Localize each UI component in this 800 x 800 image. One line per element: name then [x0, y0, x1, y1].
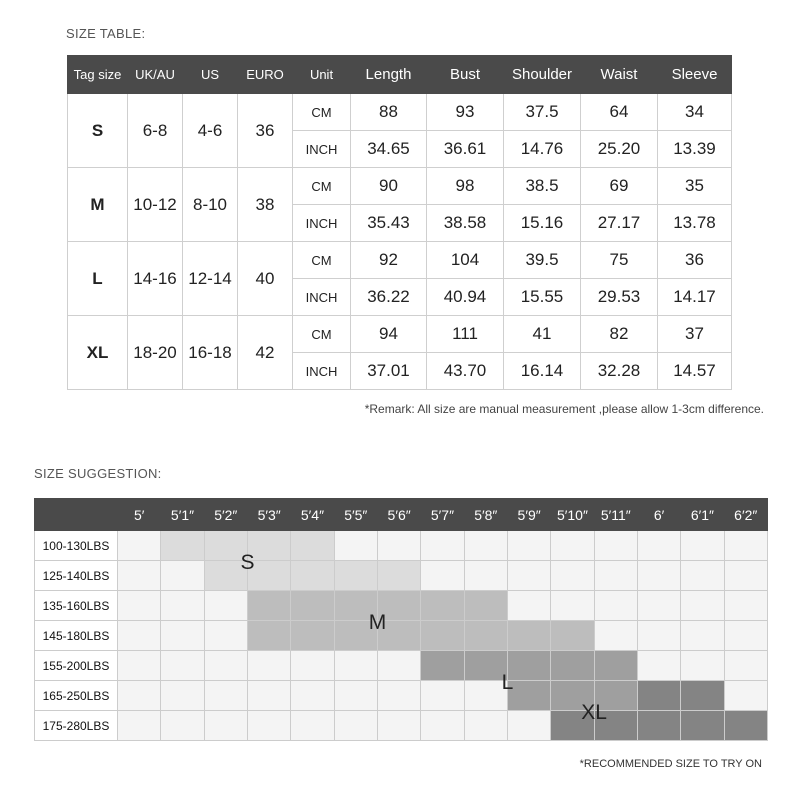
grid-cell: [204, 651, 247, 681]
header-unit: Unit: [293, 56, 351, 94]
grid-cell: [594, 531, 637, 561]
grid-cell: [118, 591, 161, 621]
size-euro-cell: 42: [238, 316, 293, 390]
size-zone-m-cell: [291, 621, 334, 651]
size-us-cell: 16-18: [183, 316, 238, 390]
grid-cell: [291, 681, 334, 711]
size-zone-s-cell: [334, 561, 377, 591]
grid-cell: [161, 621, 204, 651]
grid-cell: [681, 651, 724, 681]
size-row-l-cm: [68, 242, 732, 279]
grid-cell: [724, 621, 767, 651]
grid-cell: [594, 591, 637, 621]
size-zone-xl-cell: [637, 681, 680, 711]
grid-cell: [334, 651, 377, 681]
weight-label: 100-130LBS: [35, 531, 118, 561]
grid-cell: [161, 681, 204, 711]
size-zone-xl-cell: [724, 711, 767, 741]
length-value-cell: 88: [351, 94, 427, 131]
size-table-remark: *Remark: All size are manual measurement ,please allow 1-3cm difference.: [364, 402, 764, 416]
shoulder-value-cell: 14.76: [504, 131, 581, 168]
weight-label: 125-140LBS: [35, 561, 118, 591]
sleeve-value-cell: 13.78: [658, 205, 732, 242]
sleeve-value-cell: 37: [658, 316, 732, 353]
length-value-cell: 35.43: [351, 205, 427, 242]
sleeve-value-cell: 35: [658, 168, 732, 205]
bust-value-cell: 40.94: [427, 279, 504, 316]
unit-cell: CM: [293, 316, 351, 353]
size-table: [67, 55, 732, 390]
size-zone-m-cell: [464, 621, 507, 651]
waist-value-cell: 82: [581, 316, 658, 353]
size-zone-xl-cell: [681, 711, 724, 741]
grid-cell: [291, 651, 334, 681]
size-uk-cell: 14-16: [128, 242, 183, 316]
height-header: 6′2″: [724, 499, 767, 531]
unit-cell: INCH: [293, 279, 351, 316]
size-tag-cell: M: [68, 168, 128, 242]
grid-cell: [594, 561, 637, 591]
weight-row: [35, 591, 768, 621]
size-zone-s-cell: [291, 531, 334, 561]
grid-cell: [507, 711, 550, 741]
weight-label: 165-250LBS: [35, 681, 118, 711]
grid-cell: [204, 711, 247, 741]
grid-cell: [204, 591, 247, 621]
length-value-cell: 34.65: [351, 131, 427, 168]
grid-cell: [681, 531, 724, 561]
grid-cell: [334, 531, 377, 561]
grid-cell: [594, 621, 637, 651]
size-zone-m-cell: [421, 591, 464, 621]
unit-cell: INCH: [293, 131, 351, 168]
size-tag-cell: L: [68, 242, 128, 316]
size-suggestion-title: SIZE SUGGESTION:: [34, 466, 162, 481]
waist-value-cell: 75: [581, 242, 658, 279]
grid-cell: [724, 591, 767, 621]
bust-value-cell: 104: [427, 242, 504, 279]
unit-cell: INCH: [293, 205, 351, 242]
grid-cell: [247, 711, 290, 741]
recommended-note: *RECOMMENDED SIZE TO TRY ON: [579, 758, 762, 770]
grid-cell: [161, 561, 204, 591]
grid-cell: [204, 621, 247, 651]
length-value-cell: 92: [351, 242, 427, 279]
size-zone-m-cell: [247, 621, 290, 651]
height-header: 5′2″: [204, 499, 247, 531]
grid-cell: [161, 651, 204, 681]
sleeve-value-cell: 36: [658, 242, 732, 279]
size-zone-label-m: M: [368, 610, 387, 634]
size-zone-l-cell: [551, 651, 594, 681]
waist-value-cell: 32.28: [581, 353, 658, 390]
size-zone-m-cell: [507, 621, 550, 651]
grid-cell: [421, 711, 464, 741]
weight-label: 145-180LBS: [35, 621, 118, 651]
size-zone-l-cell: [421, 651, 464, 681]
height-header: 5′7″: [421, 499, 464, 531]
bust-value-cell: 38.58: [427, 205, 504, 242]
unit-cell: CM: [293, 242, 351, 279]
grid-cell: [464, 561, 507, 591]
height-header: 5′5″: [334, 499, 377, 531]
height-header: 5′10″: [551, 499, 594, 531]
sleeve-value-cell: 14.17: [658, 279, 732, 316]
grid-cell: [421, 561, 464, 591]
size-zone-l-cell: [507, 651, 550, 681]
size-uk-cell: 18-20: [128, 316, 183, 390]
grid-cell: [724, 651, 767, 681]
height-header: 5′11″: [594, 499, 637, 531]
grid-cell: [551, 531, 594, 561]
shoulder-value-cell: 37.5: [504, 94, 581, 131]
grid-cell: [118, 711, 161, 741]
header-shoulder: Shoulder: [504, 56, 581, 94]
size-table-header-row: [68, 56, 732, 94]
size-euro-cell: 36: [238, 94, 293, 168]
height-header: 5′6″: [377, 499, 420, 531]
height-header: 6′: [637, 499, 680, 531]
grid-cell: [161, 591, 204, 621]
unit-cell: INCH: [293, 353, 351, 390]
grid-cell: [681, 591, 724, 621]
grid-cell: [637, 591, 680, 621]
corner-cell: [35, 499, 118, 531]
size-zone-l-cell: [594, 651, 637, 681]
size-zone-xl-cell: [637, 711, 680, 741]
unit-cell: CM: [293, 94, 351, 131]
waist-value-cell: 29.53: [581, 279, 658, 316]
size-zone-label-l: L: [501, 670, 514, 694]
size-uk-cell: 6-8: [128, 94, 183, 168]
grid-cell: [551, 561, 594, 591]
weight-row: [35, 561, 768, 591]
grid-cell: [204, 681, 247, 711]
grid-cell: [118, 621, 161, 651]
size-zone-s-cell: [377, 561, 420, 591]
waist-value-cell: 69: [581, 168, 658, 205]
length-value-cell: 36.22: [351, 279, 427, 316]
height-header-row: [35, 499, 768, 531]
size-zone-l-cell: [507, 681, 550, 711]
size-tag-cell: XL: [68, 316, 128, 390]
grid-cell: [421, 531, 464, 561]
grid-cell: [551, 591, 594, 621]
size-zone-label-xl: XL: [581, 700, 607, 724]
bust-value-cell: 43.70: [427, 353, 504, 390]
height-header: 6′1″: [681, 499, 724, 531]
sleeve-value-cell: 14.57: [658, 353, 732, 390]
size-us-cell: 8-10: [183, 168, 238, 242]
grid-cell: [507, 591, 550, 621]
length-value-cell: 37.01: [351, 353, 427, 390]
waist-value-cell: 27.17: [581, 205, 658, 242]
weight-row: [35, 681, 768, 711]
grid-cell: [247, 681, 290, 711]
grid-cell: [507, 561, 550, 591]
weight-row: [35, 711, 768, 741]
shoulder-value-cell: 15.55: [504, 279, 581, 316]
grid-cell: [637, 531, 680, 561]
size-uk-cell: 10-12: [128, 168, 183, 242]
sleeve-value-cell: 34: [658, 94, 732, 131]
sleeve-value-cell: 13.39: [658, 131, 732, 168]
size-zone-label-s: S: [240, 550, 255, 574]
header-euro: EURO: [238, 56, 293, 94]
grid-cell: [377, 651, 420, 681]
waist-value-cell: 25.20: [581, 131, 658, 168]
size-zone-xl-cell: [681, 681, 724, 711]
size-tag-cell: S: [68, 94, 128, 168]
header-bust: Bust: [427, 56, 504, 94]
shoulder-value-cell: 16.14: [504, 353, 581, 390]
weight-label: 135-160LBS: [35, 591, 118, 621]
size-zone-m-cell: [551, 621, 594, 651]
height-header: 5′1″: [161, 499, 204, 531]
grid-cell: [724, 531, 767, 561]
bust-value-cell: 93: [427, 94, 504, 131]
grid-cell: [637, 651, 680, 681]
grid-cell: [724, 561, 767, 591]
height-header: 5′: [118, 499, 161, 531]
weight-label: 175-280LBS: [35, 711, 118, 741]
grid-cell: [118, 681, 161, 711]
grid-cell: [507, 531, 550, 561]
height-header: 5′9″: [507, 499, 550, 531]
size-us-cell: 12-14: [183, 242, 238, 316]
grid-cell: [681, 621, 724, 651]
grid-cell: [421, 681, 464, 711]
size-euro-cell: 40: [238, 242, 293, 316]
header-uk-au: UK/AU: [128, 56, 183, 94]
grid-cell: [377, 681, 420, 711]
size-zone-m-cell: [247, 591, 290, 621]
height-header: 5′4″: [291, 499, 334, 531]
grid-cell: [377, 531, 420, 561]
weight-row: [35, 651, 768, 681]
waist-value-cell: 64: [581, 94, 658, 131]
weight-row: [35, 621, 768, 651]
shoulder-value-cell: 41: [504, 316, 581, 353]
header-us: US: [183, 56, 238, 94]
grid-cell: [334, 711, 377, 741]
size-row-s-cm: [68, 94, 732, 131]
grid-cell: [377, 711, 420, 741]
size-row-m-cm: [68, 168, 732, 205]
grid-cell: [464, 531, 507, 561]
size-zone-m-cell: [421, 621, 464, 651]
grid-cell: [637, 621, 680, 651]
length-value-cell: 90: [351, 168, 427, 205]
size-zone-s-cell: [161, 531, 204, 561]
header-sleeve: Sleeve: [658, 56, 732, 94]
grid-cell: [464, 711, 507, 741]
grid-cell: [118, 651, 161, 681]
header-waist: Waist: [581, 56, 658, 94]
size-row-xl-cm: [68, 316, 732, 353]
size-table-title: SIZE TABLE:: [66, 26, 146, 41]
bust-value-cell: 36.61: [427, 131, 504, 168]
header-tag-size: Tag size: [68, 56, 128, 94]
header-length: Length: [351, 56, 427, 94]
weight-row: [35, 531, 768, 561]
height-header: 5′8″: [464, 499, 507, 531]
size-suggestion-table: [34, 498, 768, 741]
grid-cell: [118, 561, 161, 591]
size-us-cell: 4-6: [183, 94, 238, 168]
grid-cell: [637, 561, 680, 591]
height-header: 5′3″: [247, 499, 290, 531]
shoulder-value-cell: 38.5: [504, 168, 581, 205]
grid-cell: [334, 681, 377, 711]
weight-label: 155-200LBS: [35, 651, 118, 681]
size-euro-cell: 38: [238, 168, 293, 242]
size-zone-s-cell: [291, 561, 334, 591]
length-value-cell: 94: [351, 316, 427, 353]
grid-cell: [118, 531, 161, 561]
grid-cell: [724, 681, 767, 711]
size-zone-m-cell: [291, 591, 334, 621]
unit-cell: CM: [293, 168, 351, 205]
shoulder-value-cell: 39.5: [504, 242, 581, 279]
grid-cell: [291, 711, 334, 741]
grid-cell: [247, 651, 290, 681]
shoulder-value-cell: 15.16: [504, 205, 581, 242]
bust-value-cell: 98: [427, 168, 504, 205]
size-zone-m-cell: [464, 591, 507, 621]
bust-value-cell: 111: [427, 316, 504, 353]
grid-cell: [681, 561, 724, 591]
grid-cell: [161, 711, 204, 741]
